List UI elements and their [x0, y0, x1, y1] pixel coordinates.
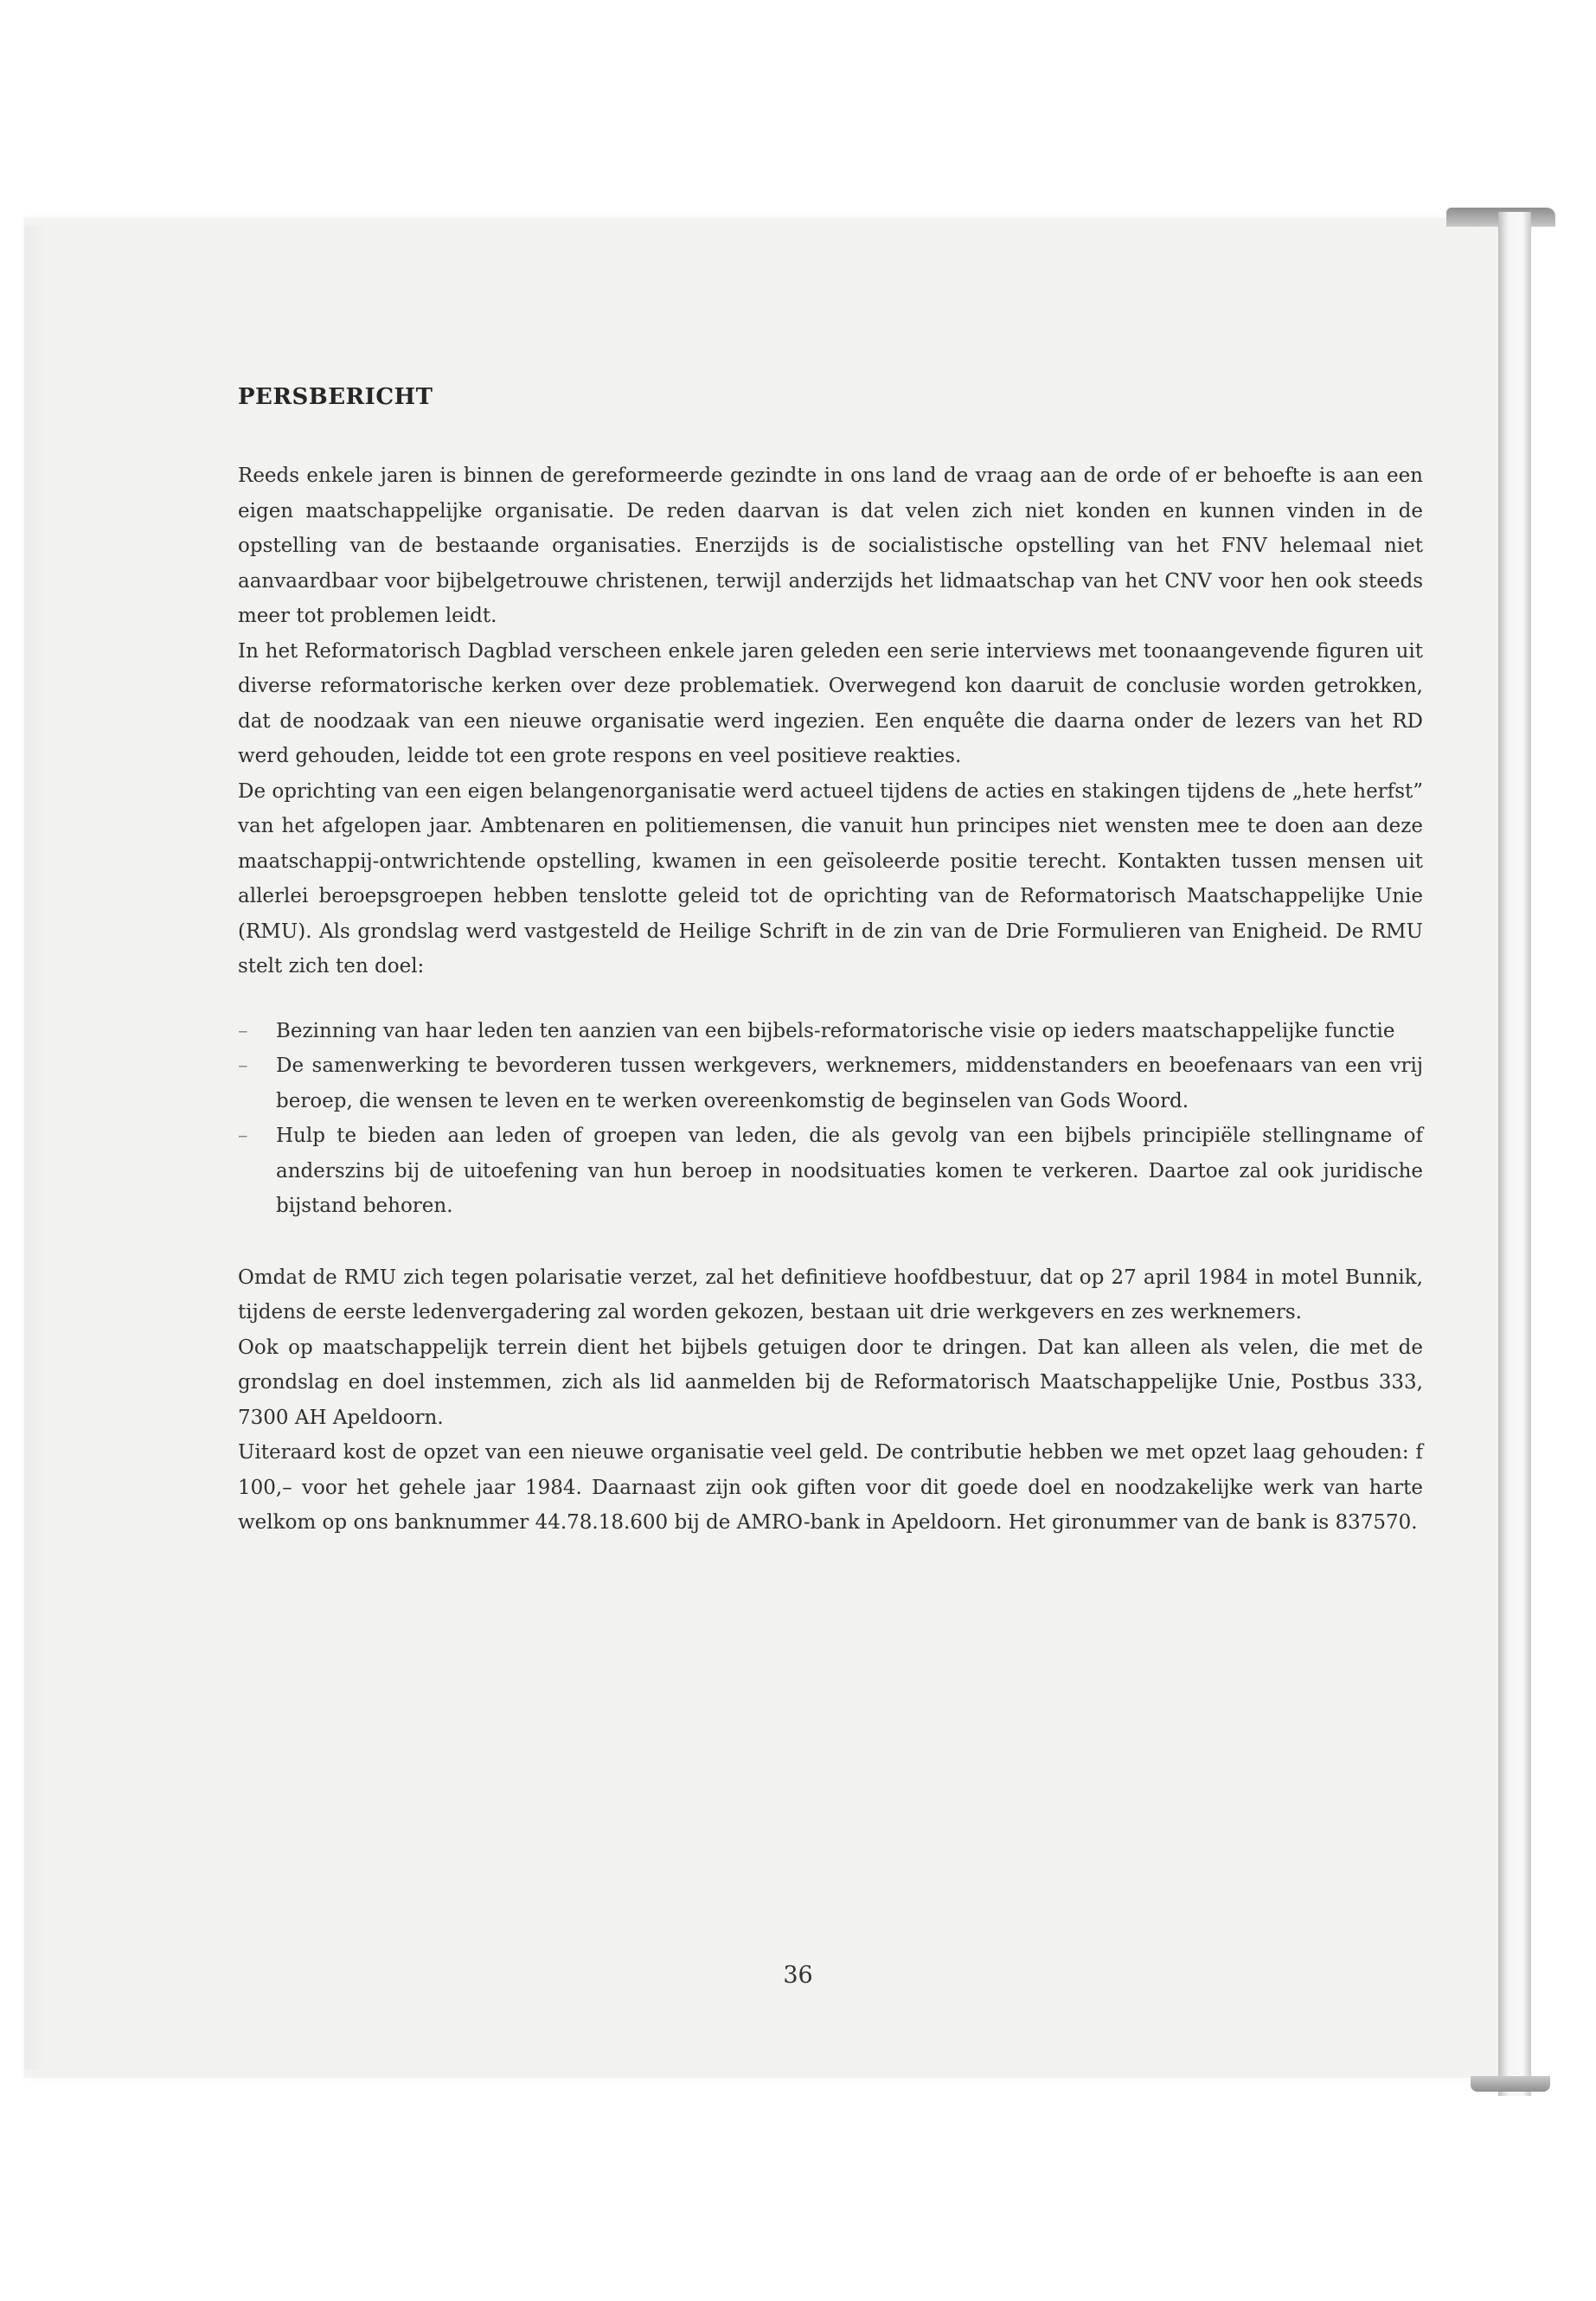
list-item [238, 1118, 1423, 1224]
book-cover-edge [1498, 212, 1531, 2096]
closing-paragraph-1: Omdat de RMU zich tegen polarisatie verzet, zal het definitieve hoofdbestuur, dat op 27 april 1984 in motel Bunnik, tijdens de eerste ledenvergadering zal worden gekozen, bestaan uit drie werkgevers en zes werknemers. [238, 1266, 1423, 1324]
goals-list [238, 1014, 1423, 1224]
goal-text-2: De samenwerking te bevorderen tussen werkgevers, werknemers, middenstanders en beoefenaars van een vrij beroep, die wensen te leven en te werken overeenkomstig de beginselen van Gods Woord. [276, 1054, 1423, 1112]
intro-paragraph-1: Reeds enkele jaren is binnen de gereformeerde gezindte in ons land de vraag aan de orde of er behoefte is aan een eigen maatschappelijke organisatie. De reden daarvan is dat velen zich niet konden en kunnen vinden in de opstelling van de bestaande organisaties. Enerzijds is de socialistische opstelling van het FNV helemaal niet aanvaardbaar voor bijbelgetrouwe christenen, terwijl anderzijds het lidmaatschap van het CNV voor hen ook steeds meer tot problemen leidt. [238, 465, 1423, 627]
intro-paragraph-3: De oprichting van een eigen belangenorganisatie werd actueel tijdens de acties en stakingen tijdens de „hete herfst” van het afgelopen jaar. Ambtenaren en politiemensen, die vanuit hun principes niet wensten mee te doen aan deze maatschappij-ontwrichtende opstelling, kwamen in een geïsoleerde positie terecht. Kontakten tussen mensen uit allerlei beroepsgroepen hebben tenslotte geleid tot de oprichting van de Reformatorisch Maatschappelijke Unie (RMU). Als grondslag werd vastgesteld de Heilige Schrift in de zin van de Drie Formulieren van Enigheid. De RMU stelt zich ten doel: [238, 779, 1423, 977]
intro-paragraph-2: In het Reformatorisch Dagblad verscheen enkele jaren geleden een serie interviews met toonaangevende figuren uit diverse reformatorische kerken over deze problematiek. Overwegend kon daaruit de conclusie worden getrokken, dat de noodzaak van een nieuwe organisatie werd ingezien. Een enquête die daarna onder de lezers van het RD werd gehouden, leidde tot een grote respons en veel positieve reakties. [238, 639, 1423, 767]
list-item [238, 1014, 1423, 1049]
goal-text-3: Hulp te bieden aan leden of groepen van leden, die als gevolg van een bijbels principiële stellingname of anderszins bij de uitoefening van hun beroep in noodsituaties komen te verkeren. Daartoe zal ook juridische bijstand behoren. [276, 1125, 1423, 1217]
list-dash: – [238, 1019, 248, 1042]
page-gutter-shadow [24, 227, 48, 2069]
list-item [238, 1048, 1423, 1118]
book-cover-edge-bottom [1471, 2076, 1550, 2092]
article-body [238, 384, 1423, 1541]
closing-paragraph-2: Ook op maatschappelijk terrein dient het bijbels getuigen door te dringen. Dat kan alleen als velen, die met de grondslag en doel instemmen, zich als lid aanmelden bij de Reformatorisch Maatschappelijke Unie, Postbus 333, 7300 AH Apeldoorn. [238, 1336, 1423, 1429]
list-dash: – [238, 1125, 248, 1147]
closing-paragraph-3: Uiteraard kost de opzet van een nieuwe organisatie veel geld. De contributie hebben we met opzet laag gehouden: f 100,– voor het gehele jaar 1984. Daarnaast zijn ook giften voor dit goede doel en noodzakelijke werk van harte welkom op ons banknummer 44.78.18.600 bij de AMRO-bank in Apeldoorn. Het gironummer van de bank is 837570. [238, 1441, 1423, 1534]
page-title: PERSBERICHT [238, 384, 433, 410]
page-number: 36 [783, 1962, 813, 1989]
goal-text-1: Bezinning van haar leden ten aanzien van een bijbels-reformatorische visie op ieders maatschappelijke functie [276, 1019, 1395, 1042]
list-dash: – [238, 1054, 248, 1077]
